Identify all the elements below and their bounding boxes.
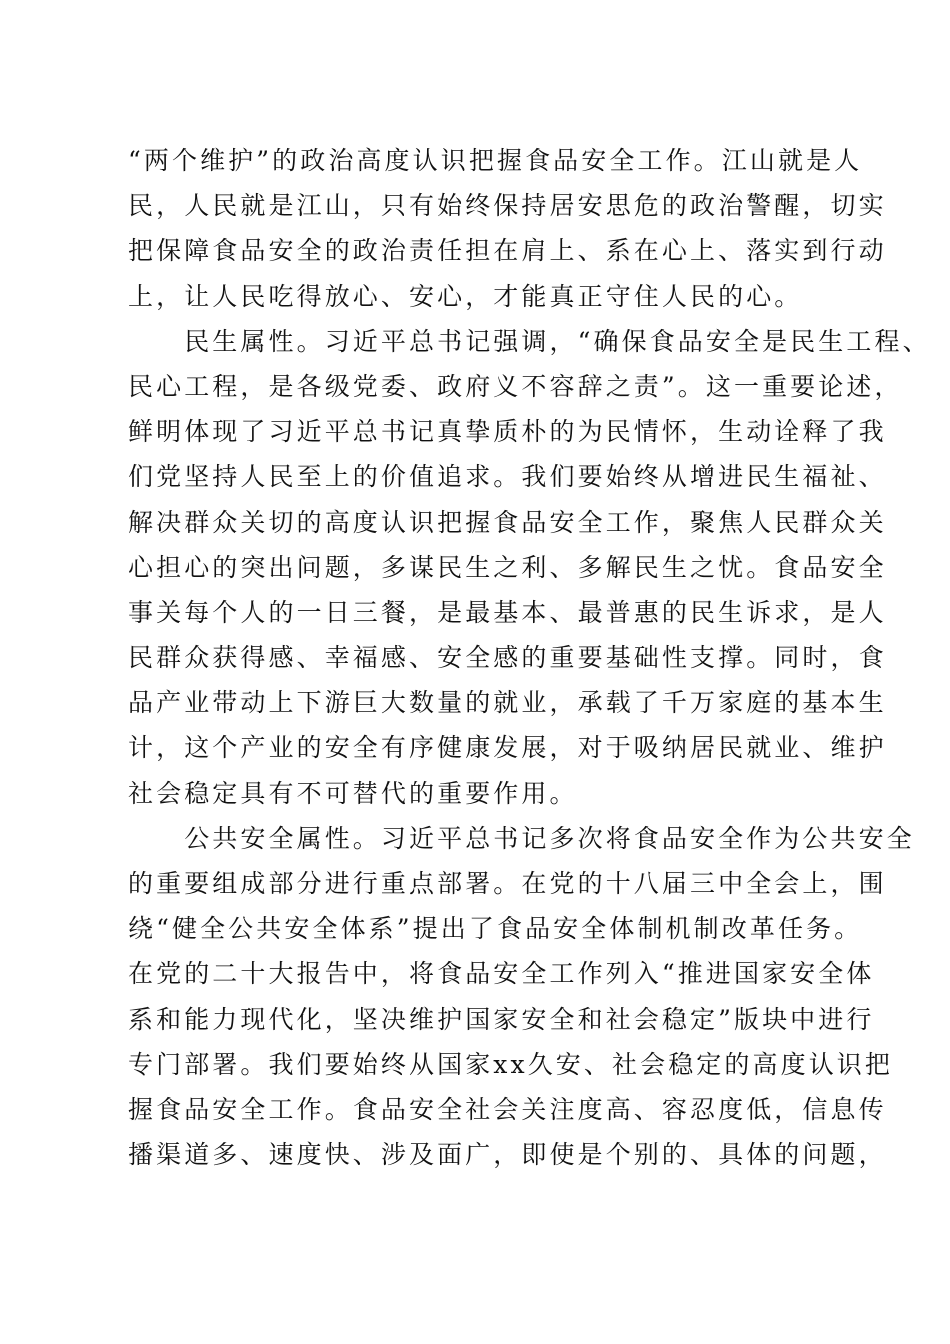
text-line: 绕“健全公共安全体系”提出了食品安全体制机制改革任务。 xyxy=(128,914,863,944)
text-line: 在党的二十大报告中，将食品安全工作列入“推进国家安全体 xyxy=(128,959,875,989)
text-line: 系和能力现代化，坚决维护国家安全和社会稳定”版块中进行 xyxy=(128,1004,875,1034)
text-line: 社会稳定具有不可替代的重要作用。 xyxy=(128,778,578,808)
text-line: 握食品安全工作。食品安全社会关注度高、容忍度低，信息传 xyxy=(128,1094,887,1124)
text-line: 播渠道多、速度快、涉及面广，即使是个别的、具体的问题， xyxy=(128,1140,887,1170)
text-line: “两个维护”的政治高度认识把握食品安全工作。江山就是人 xyxy=(128,146,863,175)
text-line: 民群众获得感、幸福感、安全感的重要基础性支撑。同时，食 xyxy=(128,643,887,673)
text-line: 公共安全属性。习近平总书记多次将食品安全作为公共安全 xyxy=(128,823,915,853)
text-line: 们党坚持人民至上的价值追求。我们要始终从增进民生福祉、 xyxy=(128,462,887,492)
text-line: 上，让人民吃得放心、安心，才能真正守住人民的心。 xyxy=(128,281,803,311)
text-line: 把保障食品安全的政治责任担在肩上、系在心上、落实到行动 xyxy=(128,236,887,266)
text-line: 事关每个人的一日三餐，是最基本、最普惠的民生诉求，是人 xyxy=(128,597,887,627)
text-line: 计，这个产业的安全有序健康发展，对于吸纳居民就业、维护 xyxy=(128,733,887,763)
text-line: 民，人民就是江山，只有始终保持居安思危的政治警醒，切实 xyxy=(128,191,887,221)
text-line: 心担心的突出问题，多谋民生之利、多解民生之忧。食品安全 xyxy=(128,552,887,582)
text-line: 品产业带动上下游巨大数量的就业，承载了千万家庭的基本生 xyxy=(128,688,887,718)
text-line: 民心工程，是各级党委、政府义不容辞之责”。这一重要论述， xyxy=(128,371,903,401)
text-line: 解决群众关切的高度认识把握食品安全工作，聚焦人民群众关 xyxy=(128,507,887,537)
document-body xyxy=(128,138,931,1177)
text-line: 专门部署。我们要始终从国家xx久安、社会稳定的高度认识把 xyxy=(128,1049,894,1079)
text-line: 民生属性。习近平总书记强调，“确保食品安全是民生工程、 xyxy=(128,326,931,356)
text-line: 鲜明体现了习近平总书记真挚质朴的为民情怀，生动诠释了我 xyxy=(128,417,887,447)
text-line: 的重要组成部分进行重点部署。在党的十八届三中全会上，围 xyxy=(128,869,887,898)
